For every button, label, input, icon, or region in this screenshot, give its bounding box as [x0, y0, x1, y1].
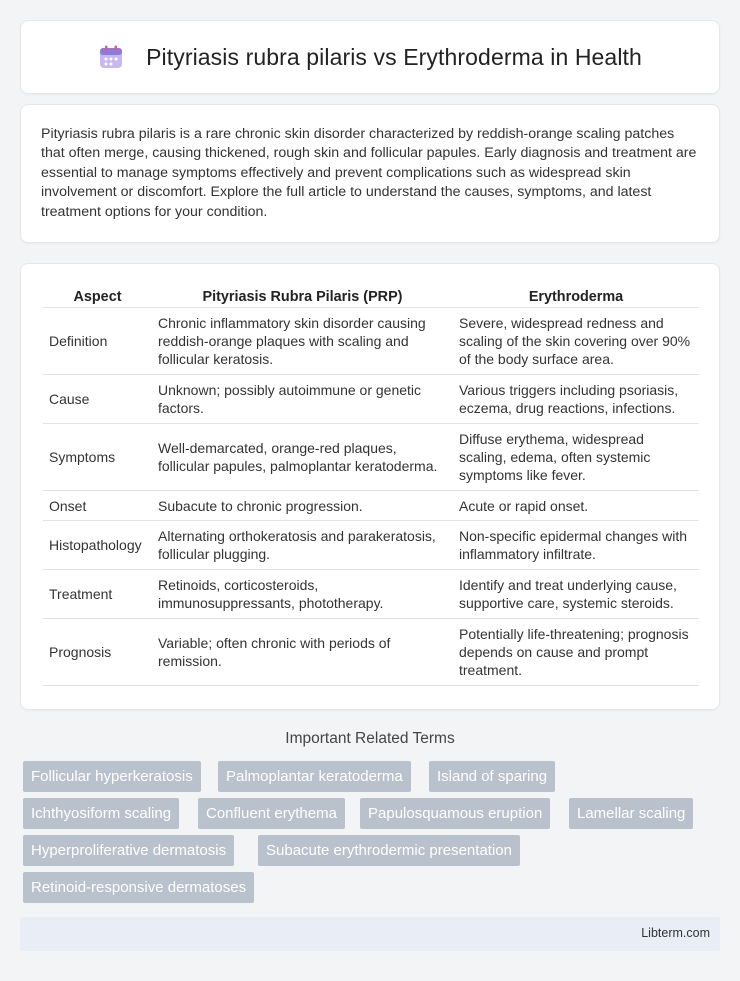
- related-term-tag[interactable]: Ichthyosiform scaling: [23, 798, 179, 829]
- row-erythroderma: Identify and treat underlying cause, supportive care, systemic steroids.: [453, 570, 699, 619]
- row-prp: Retinoids, corticosteroids, immunosuppressants, phototherapy.: [152, 570, 453, 619]
- table-row: [43, 424, 699, 491]
- row-erythroderma: Non-specific epidermal changes with inflammatory infiltrate.: [453, 521, 699, 570]
- footer: [20, 917, 720, 951]
- row-aspect: Prognosis: [43, 619, 152, 686]
- row-aspect: Definition: [43, 308, 152, 375]
- row-aspect: Symptoms: [43, 424, 152, 491]
- related-term-tag[interactable]: Subacute erythrodermic presentation: [258, 835, 520, 866]
- row-aspect: Onset: [43, 491, 152, 521]
- related-term-tag[interactable]: Hyperproliferative dermatosis: [23, 835, 234, 866]
- related-term-tag[interactable]: Retinoid-responsive dermatoses: [23, 872, 254, 903]
- table-row: [43, 619, 699, 686]
- table-row: [43, 491, 699, 521]
- comparison-table: [43, 286, 699, 686]
- row-prp: Subacute to chronic progression.: [152, 491, 453, 521]
- intro-card: [20, 104, 720, 243]
- table-row: [43, 570, 699, 619]
- title-card: [20, 20, 720, 94]
- calendar-icon: [98, 44, 124, 70]
- row-prp: Variable; often chronic with periods of remission.: [152, 619, 453, 686]
- row-prp: Chronic inflammatory skin disorder causing reddish-orange plaques with scaling and follicular keratosis.: [152, 308, 453, 375]
- row-erythroderma: Severe, widespread redness and scaling of the skin covering over 90% of the body surface area.: [453, 308, 699, 375]
- row-erythroderma: Potentially life-threatening; prognosis depends on cause and prompt treatment.: [453, 619, 699, 686]
- intro-text: Pityriasis rubra pilaris is a rare chronic skin disorder characterized by reddish-orange scaling patches that often merge, causing thickened, rough skin and follicular papules. Early diagnosis and treatment are essential to manage symptoms effectively and prevent complications such as widespread skin involvement or discomfort. Explore the full article to understand the causes, symptoms, and latest treatment options for your condition.: [41, 126, 697, 220]
- row-aspect: Histopathology: [43, 521, 152, 570]
- header-prp: Pityriasis Rubra Pilaris (PRP): [152, 286, 453, 308]
- table-row: [43, 375, 699, 424]
- related-term-tag[interactable]: Confluent erythema: [198, 798, 345, 829]
- row-prp: Unknown; possibly autoimmune or genetic factors.: [152, 375, 453, 424]
- related-term-tag[interactable]: Papulosquamous eruption: [360, 798, 550, 829]
- related-terms-heading: Important Related Terms: [285, 730, 455, 747]
- footer-site-link[interactable]: Libterm.com: [641, 926, 710, 940]
- row-aspect: Treatment: [43, 570, 152, 619]
- row-prp: Well-demarcated, orange-red plaques, follicular papules, palmoplantar keratoderma.: [152, 424, 453, 491]
- page-title: Pityriasis rubra pilaris vs Erythroderma in Health: [146, 43, 642, 70]
- table-row: [43, 521, 699, 570]
- row-erythroderma: Various triggers including psoriasis, eczema, drug reactions, infections.: [453, 375, 699, 424]
- row-erythroderma: Diffuse erythema, widespread scaling, edema, often systemic symptoms like fever.: [453, 424, 699, 491]
- header-aspect: Aspect: [43, 286, 152, 308]
- related-term-tag[interactable]: Palmoplantar keratoderma: [218, 761, 411, 792]
- header-erythroderma: Erythroderma: [453, 286, 699, 308]
- related-term-tag[interactable]: Follicular hyperkeratosis: [23, 761, 201, 792]
- row-prp: Alternating orthokeratosis and parakeratosis, follicular plugging.: [152, 521, 453, 570]
- row-aspect: Cause: [43, 375, 152, 424]
- table-row: [43, 308, 699, 375]
- related-term-tag[interactable]: Lamellar scaling: [569, 798, 693, 829]
- related-term-tag[interactable]: Island of sparing: [429, 761, 555, 792]
- row-erythroderma: Acute or rapid onset.: [453, 491, 699, 521]
- comparison-table-card: [20, 263, 720, 710]
